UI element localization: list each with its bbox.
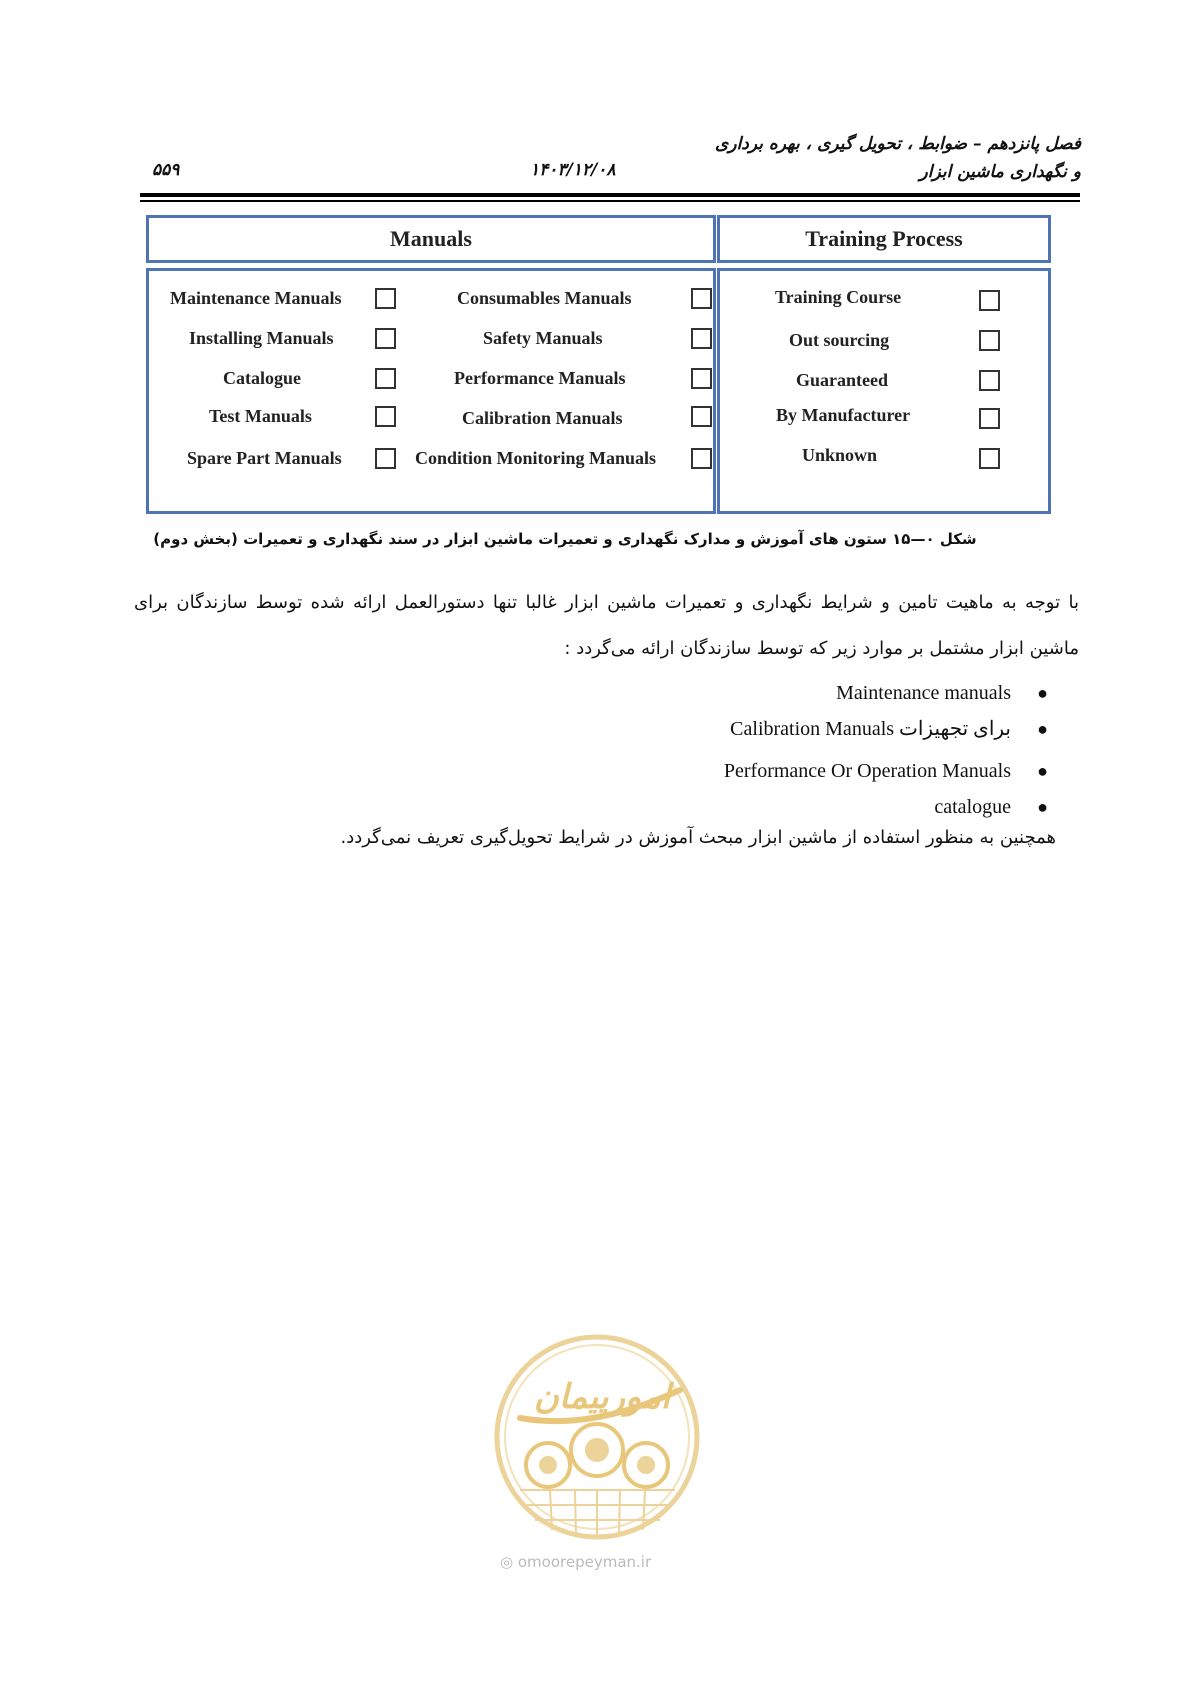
bullet-icon: ● (1037, 761, 1048, 781)
checkbox[interactable] (979, 370, 1000, 391)
manuals-item: Installing Manuals (189, 328, 334, 348)
manuals-item: Calibration Manuals (462, 408, 623, 428)
chapter-title-line2: و نگهداری ماشین ابزار (919, 162, 1081, 182)
list-item (356, 711, 1056, 747)
body-paragraph-2: همچنین به منظور استفاده از ماشین ابزار مبحث آموزش در شرایط تحویل‌گیری تعریف نمی‌گردد. (340, 827, 1056, 848)
checkbox[interactable] (375, 368, 396, 389)
watermark-seal-logo (490, 1330, 705, 1545)
checkbox[interactable] (375, 288, 396, 309)
training-header-label: Training Process (805, 226, 963, 251)
training-item: Unknown (802, 445, 878, 465)
manuals-item: Test Manuals (209, 406, 312, 426)
manuals-header-label: Manuals (390, 226, 472, 251)
list-item-text: Performance Or Operation Manuals (723, 760, 1011, 782)
list-item (356, 675, 1056, 711)
list-item-text: Maintenance manuals (836, 682, 1011, 704)
body-paragraph-1: با توجه به ماهیت تامین و شرایط نگهداری و تعمیرات ماشین ابزار غالبا تنها دستورالعمل ارائه شده توسط سازندگان برای ماشین ابزار مشتمل بر موارد زیر که توسط سازندگان ارائه می‌گردد : (134, 592, 1079, 659)
checkbox[interactable] (691, 406, 712, 427)
manuals-item: Condition Monitoring Manuals (415, 448, 657, 468)
checkbox[interactable] (375, 448, 396, 469)
manuals-item: Catalogue (223, 368, 301, 388)
page-number: ۵۵۹ (152, 160, 180, 180)
checkbox[interactable] (691, 328, 712, 349)
checkbox[interactable] (979, 448, 1000, 469)
manuals-item: Maintenance Manuals (170, 288, 342, 308)
header-rule-thin (140, 200, 1080, 202)
watermark-site (500, 1553, 651, 1571)
training-item: Training Course (775, 287, 902, 307)
manuals-item: Performance Manuals (454, 368, 626, 388)
checkbox[interactable] (979, 290, 1000, 311)
training-item: Out sourcing (789, 330, 890, 350)
bullet-icon: ● (1037, 797, 1048, 817)
watermark-logo-text: امورپیمان (533, 1377, 671, 1417)
training-item: Guaranteed (796, 370, 888, 390)
header-rule-thick (140, 193, 1080, 197)
bullet-icon: ● (1037, 683, 1048, 703)
list-item-text: Calibration Manuals برای تجهیزات (730, 718, 1011, 740)
header-date: ۱۴۰۳/۱۲/۰۸ (530, 160, 616, 180)
checkbox[interactable] (375, 406, 396, 427)
figure-caption: شکل ۰—۱۵ ستون های آموزش و مدارک نگهداری و تعمیرات ماشین ابزار در سند نگهداری و تعمیرات (بخش دوم) (153, 530, 977, 548)
manuals-item: Safety Manuals (483, 328, 603, 348)
checkbox[interactable] (979, 330, 1000, 351)
training-item: By Manufacturer (776, 405, 911, 425)
manuals-item: Consumables Manuals (457, 288, 632, 308)
chapter-title-line1: فصل پانزدهم – ضوابط ، تحویل گیری ، بهره برداری (715, 134, 1081, 154)
checkbox[interactable] (691, 368, 712, 389)
list-item (356, 753, 1056, 789)
checkbox[interactable] (691, 288, 712, 309)
checkbox[interactable] (691, 448, 712, 469)
manuals-bullet-list (356, 675, 1056, 825)
manuals-item: Spare Part Manuals (187, 448, 342, 468)
list-item-text: catalogue (934, 796, 1011, 818)
checkbox[interactable] (979, 408, 1000, 429)
manuals-training-figure (146, 215, 1051, 515)
manuals-header (146, 215, 716, 263)
globe-icon: ◎ (500, 1553, 514, 1571)
watermark-site-text: omoorepeyman.ir (517, 1553, 652, 1571)
bullet-icon: ● (1037, 719, 1048, 739)
training-header (717, 215, 1051, 263)
checkbox[interactable] (375, 328, 396, 349)
